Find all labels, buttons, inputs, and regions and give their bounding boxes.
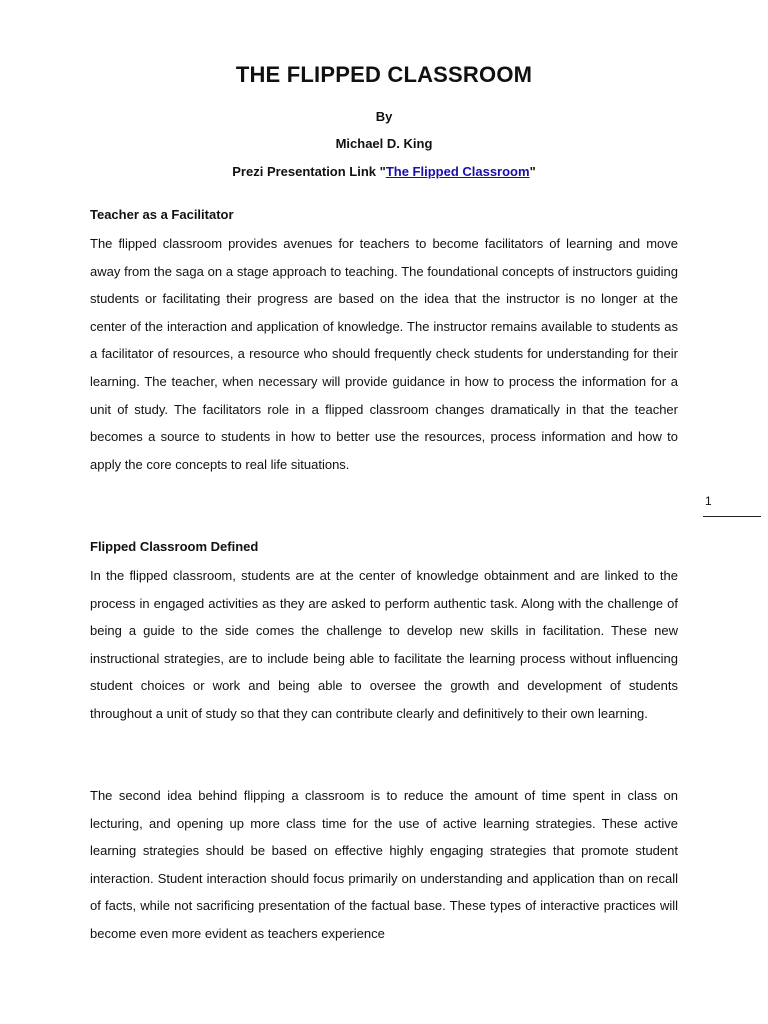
paragraph-defined: In the flipped classroom, students are at the center of knowledge obtainment and are linked to the process in engaged activities as they are asked to perform authentic task. Along with the challenge of being a guide to the side comes the challenge to develop new skills in facilitation. These new instructional strategies, are to include being able to facilitate the learning process without influencing student choices or work and being able to oversee the growth and development of students throughout a unit of study so that they can contribute clearly and definitively to their own learning. [90, 568, 678, 721]
page-number: 1 [705, 494, 712, 508]
prezi-link-suffix: " [529, 164, 536, 179]
prezi-presentation-link[interactable]: The Flipped Classroom [385, 164, 530, 179]
paragraph-second-idea: The second idea behind flipping a classroom is to reduce the amount of time spent in class on lecturing, and opening up more class time for the use of active learning strategies. These active learning strategies should be based on effective highly engaging strategies that promote student interaction. Student interaction should focus primarily on understanding and application than on recall of facts, while not sacrificing presentation of the factual base. These types of interactive practices will become even more evident as teachers experience [90, 788, 678, 941]
paragraph-facilitator: The flipped classroom provides avenues for teachers to become facilitators of learning and move away from the saga on a stage approach to teaching. The foundational concepts of instructors guiding students or facilitating their progress are based on the idea that the instructor is no longer at the center of the interaction and application of knowledge. The instructor remains available to students as a facilitator of resources, a resource who should frequently check students for understanding for their learning. The teacher, when necessary will provide guidance in how to process the information for a unit of study. The facilitators role in a flipped classroom changes dramatically in that the teacher becomes a source to students in how to better use the resources, process information and how to apply the core concepts to real life situations. [90, 236, 678, 472]
prezi-link-prefix: Prezi Presentation Link " [232, 164, 386, 179]
page-number-rule [703, 516, 761, 517]
section-heading-defined: Flipped Classroom Defined [90, 539, 259, 554]
document-title: THE FLIPPED CLASSROOM [235, 62, 533, 87]
byline: By [375, 109, 393, 124]
section-heading-facilitator: Teacher as a Facilitator [90, 207, 234, 222]
author-name: Michael D. King [335, 136, 433, 151]
prezi-link-line [0, 164, 768, 179]
